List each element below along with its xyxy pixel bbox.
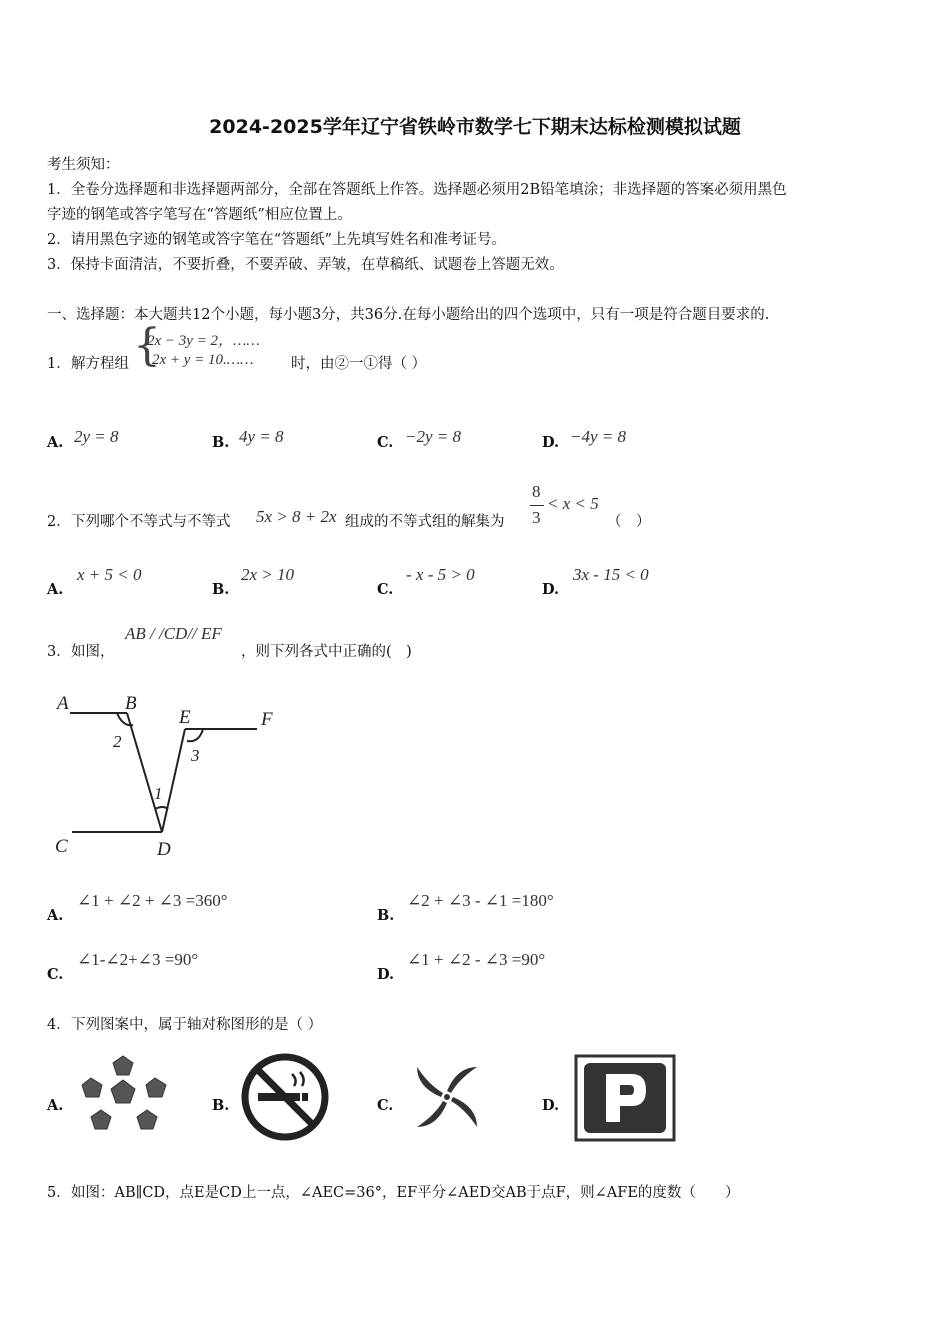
q3-suffix: ，则下列各式中正确的( ) xyxy=(241,644,412,660)
q1-suffix: 时，由②一①得（ ） xyxy=(291,356,427,372)
notice-line-1: 1．全卷分选择题和非选择题两部分，全部在答题纸上作答。选择题必须用2B铅笔填涂；非选择题的答案必须用黑色 xyxy=(47,182,787,198)
label-b: B xyxy=(125,693,137,714)
q3-condition: AB / /CD// EF xyxy=(125,624,222,643)
q3-option-b-label[interactable]: B. xyxy=(377,907,395,924)
label-angle-3: 3 xyxy=(191,746,200,765)
q4-option-b-label[interactable]: B. xyxy=(212,1097,230,1114)
q1-brace: { xyxy=(133,320,161,371)
q2-option-b[interactable]: 2x > 10 xyxy=(241,565,295,584)
angle-3-arc xyxy=(187,729,203,741)
q2-option-d-label[interactable]: D. xyxy=(542,581,560,598)
q1-equation-1: 2x − 3y = 2，…… xyxy=(147,333,260,349)
q2-option-c-label[interactable]: C. xyxy=(377,581,394,598)
notice-line-2: 2．请用黑色字迹的钢笔或答字笔在“答题纸”上先填写姓名和准考证号。 xyxy=(47,232,507,248)
q5-text: 如图：AB∥CD，点E是CD上一点，∠AEC=36°，EF平分∠AED交AB于点F，则∠AFE的度数（ ） xyxy=(71,1185,740,1201)
q2-number: 2． xyxy=(47,514,71,530)
q1-option-a-label[interactable]: A. xyxy=(47,434,64,451)
q2-option-c[interactable]: - x - 5 > 0 xyxy=(406,565,475,584)
q1-option-d[interactable]: −4y = 8 xyxy=(570,427,626,446)
q5-number: 5． xyxy=(47,1185,71,1201)
q1-prefix: 解方程组 xyxy=(71,356,129,372)
q3-geometry-figure xyxy=(47,685,287,865)
q2-option-a[interactable]: x + 5 < 0 xyxy=(77,565,142,584)
q1-option-d-label[interactable]: D. xyxy=(542,434,560,451)
q1-option-c-label[interactable]: C. xyxy=(377,434,394,451)
notice-line-1b: 字迹的钢笔或答字笔写在“答题纸”相应位置上。 xyxy=(47,207,352,223)
q2-fraction-bar xyxy=(530,505,544,506)
q1-option-b[interactable]: 4y = 8 xyxy=(239,427,284,446)
parking-sign-icon[interactable] xyxy=(574,1054,676,1142)
q3-number: 3． xyxy=(47,644,71,660)
q1-equation-2: 2x + y = 10.…… xyxy=(152,352,254,368)
notice-line-3: 3．保持卡面清洁，不要折叠，不要弄破、弄皱，在草稿纸、试题卷上答题无效。 xyxy=(47,257,564,273)
label-a: A xyxy=(57,693,69,714)
q4-option-c-label[interactable]: C. xyxy=(377,1097,394,1114)
q3-option-c[interactable]: ∠1-∠2+∠3 =90° xyxy=(77,950,199,969)
q2-option-b-label[interactable]: B. xyxy=(212,581,230,598)
q1-number: 1． xyxy=(47,356,71,372)
angle-1-arc xyxy=(155,807,168,809)
q1-option-b-label[interactable]: B. xyxy=(212,434,230,451)
q3-option-a-label[interactable]: A. xyxy=(47,907,64,924)
pinwheel-icon[interactable] xyxy=(405,1055,489,1139)
q3-option-c-label[interactable]: C. xyxy=(47,966,64,983)
q2-prefix: 下列哪个不等式与不等式 xyxy=(71,514,231,530)
q1-option-c[interactable]: −2y = 8 xyxy=(405,427,461,446)
label-d: D xyxy=(157,839,171,860)
q4-text: 下列图案中，属于轴对称图形的是（ ） xyxy=(71,1017,323,1033)
label-c: C xyxy=(55,836,68,857)
pentagon-pattern-icon[interactable] xyxy=(75,1052,171,1144)
section-heading: 一、选择题：本大题共12个小题，每小题3分，共36分.在每小题给出的四个选项中，只有一项是符合题目要求的. xyxy=(47,307,770,323)
q3-option-a[interactable]: ∠1 + ∠2 + ∠3 =360° xyxy=(77,891,228,910)
page-title: 2024-2025学年辽宁省铁岭市数学七下期末达标检测模拟试题 xyxy=(209,116,741,138)
q2-option-d[interactable]: 3x - 15 < 0 xyxy=(573,565,649,584)
line-bd xyxy=(127,713,162,832)
q2-fraction-denominator: 3 xyxy=(532,508,541,527)
label-angle-1: 1 xyxy=(154,784,163,803)
q2-option-a-label[interactable]: A. xyxy=(47,581,64,598)
q3-option-b[interactable]: ∠2 + ∠3 - ∠1 =180° xyxy=(407,891,554,910)
q2-suffix: （ ） xyxy=(607,514,651,530)
label-e: E xyxy=(179,707,191,728)
label-angle-2: 2 xyxy=(113,732,122,751)
q2-range: < x < 5 xyxy=(547,494,599,513)
q1-option-a[interactable]: 2y = 8 xyxy=(74,427,119,446)
q2-fraction-numerator: 8 xyxy=(532,482,541,501)
q2-middle: 组成的不等式组的解集为 xyxy=(345,514,505,530)
q4-number: 4． xyxy=(47,1017,71,1033)
q3-option-d-label[interactable]: D. xyxy=(377,966,395,983)
q2-inequality: 5x > 8 + 2x xyxy=(256,507,337,526)
q4-option-a-label[interactable]: A. xyxy=(47,1097,64,1114)
no-smoking-icon[interactable] xyxy=(240,1052,330,1142)
notice-heading: 考生须知： xyxy=(47,157,120,173)
q4-option-d-label[interactable]: D. xyxy=(542,1097,560,1114)
label-f: F xyxy=(261,709,273,730)
q3-option-d[interactable]: ∠1 + ∠2 - ∠3 =90° xyxy=(407,950,546,969)
line-ed xyxy=(162,729,185,832)
q3-prefix: 如图， xyxy=(71,644,115,660)
